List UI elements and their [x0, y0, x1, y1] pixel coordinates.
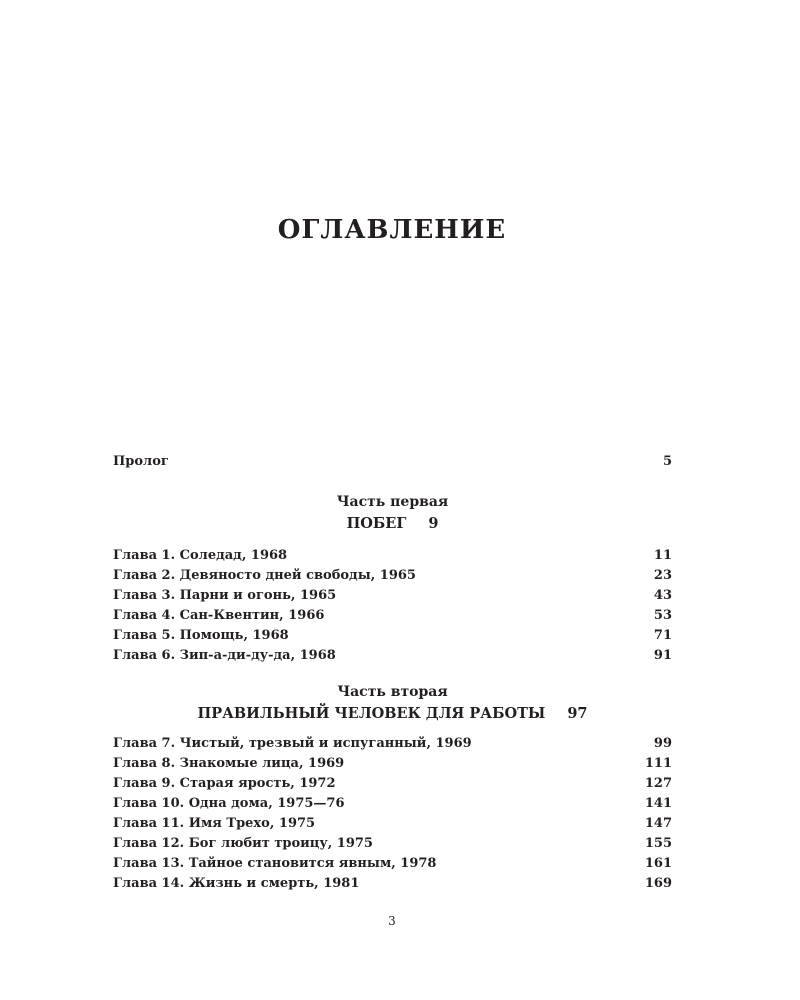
- page-number: 3: [388, 914, 396, 928]
- toc-entry-label: Глава 14. Жизнь и смерть, 1981: [113, 876, 360, 891]
- toc-entry-chapter-13[interactable]: [113, 854, 672, 874]
- part-2-title: ПРАВИЛЬНЫЙ ЧЕЛОВЕК ДЛЯ РАБОТЫ: [197, 705, 546, 722]
- toc-entry-page: 71: [653, 628, 672, 643]
- page-title: ОГЛАВЛЕНИЕ: [277, 215, 507, 245]
- toc-entry-chapter-5[interactable]: [113, 626, 672, 646]
- spacer: [113, 725, 672, 734]
- toc-entry-label: Глава 10. Одна дома, 1975—76: [113, 796, 345, 811]
- toc-entry-chapter-8[interactable]: [113, 754, 672, 774]
- toc-entry-label: Глава 3. Парни и огонь, 1965: [113, 588, 337, 603]
- toc-entry-chapter-14[interactable]: [113, 874, 672, 894]
- toc-entry-page: 11: [653, 548, 672, 563]
- part-1-heading[interactable]: [113, 513, 672, 535]
- toc-entry-chapter-1[interactable]: [113, 546, 672, 566]
- part-2-label: Часть вторая: [337, 684, 448, 700]
- toc-entry-page: 91: [653, 648, 672, 663]
- spacer: [113, 666, 672, 681]
- toc-entry-page: 155: [644, 836, 672, 851]
- toc-entry-label: Глава 9. Старая ярость, 1972: [113, 776, 336, 791]
- table-of-contents: [113, 452, 672, 894]
- toc-entry-page: 161: [644, 856, 672, 871]
- part-1-label: Часть первая: [336, 494, 449, 510]
- toc-entry-label: Глава 4. Сан-Квентин, 1966: [113, 608, 325, 623]
- toc-entry-page: 43: [653, 588, 672, 603]
- toc-entry-page: 53: [653, 608, 672, 623]
- toc-entry-label: Глава 8. Знакомые лица, 1969: [113, 756, 345, 771]
- toc-entry-chapter-10[interactable]: [113, 794, 672, 814]
- toc-entry-page: 5: [662, 454, 672, 469]
- toc-entry-chapter-12[interactable]: [113, 834, 672, 854]
- toc-entry-chapter-3[interactable]: [113, 586, 672, 606]
- toc-entry-label: Глава 7. Чистый, трезвый и испуганный, 1969: [113, 736, 472, 751]
- toc-entry-label: Глава 13. Тайное становится явным, 1978: [113, 856, 437, 871]
- toc-entry-page: 99: [653, 736, 672, 751]
- toc-entry-page: 23: [653, 568, 672, 583]
- toc-entry-prologue[interactable]: [113, 452, 672, 472]
- toc-entry-label: Глава 11. Имя Трехо, 1975: [113, 816, 316, 831]
- toc-entry-page: 111: [644, 756, 672, 771]
- part-2-page: 97: [567, 705, 588, 722]
- toc-entry-label: Глава 2. Девяносто дней свободы, 1965: [113, 568, 416, 583]
- toc-entry-label: Пролог: [113, 454, 169, 469]
- toc-entry-chapter-4[interactable]: [113, 606, 672, 626]
- toc-entry-page: 141: [644, 796, 672, 811]
- toc-entry-label: Глава 1. Соледад, 1968: [113, 548, 288, 563]
- toc-entry-chapter-2[interactable]: [113, 566, 672, 586]
- toc-entry-page: 127: [644, 776, 672, 791]
- toc-entry-chapter-9[interactable]: [113, 774, 672, 794]
- toc-entry-chapter-7[interactable]: [113, 734, 672, 754]
- spacer: [113, 535, 672, 546]
- toc-entry-page: 147: [644, 816, 672, 831]
- toc-entry-label: Глава 12. Бог любит троицу, 1975: [113, 836, 373, 851]
- toc-entry-chapter-6[interactable]: [113, 646, 672, 666]
- toc-entry-chapter-11[interactable]: [113, 814, 672, 834]
- part-2-heading[interactable]: [113, 703, 672, 725]
- part-1-page: 9: [428, 515, 439, 532]
- spacer: [113, 472, 672, 491]
- part-1-title: ПОБЕГ: [346, 515, 407, 532]
- toc-entry-label: Глава 5. Помощь, 1968: [113, 628, 289, 643]
- toc-entry-label: Глава 6. Зип-а-ди-ду-да, 1968: [113, 648, 336, 663]
- toc-entry-page: 169: [644, 876, 672, 891]
